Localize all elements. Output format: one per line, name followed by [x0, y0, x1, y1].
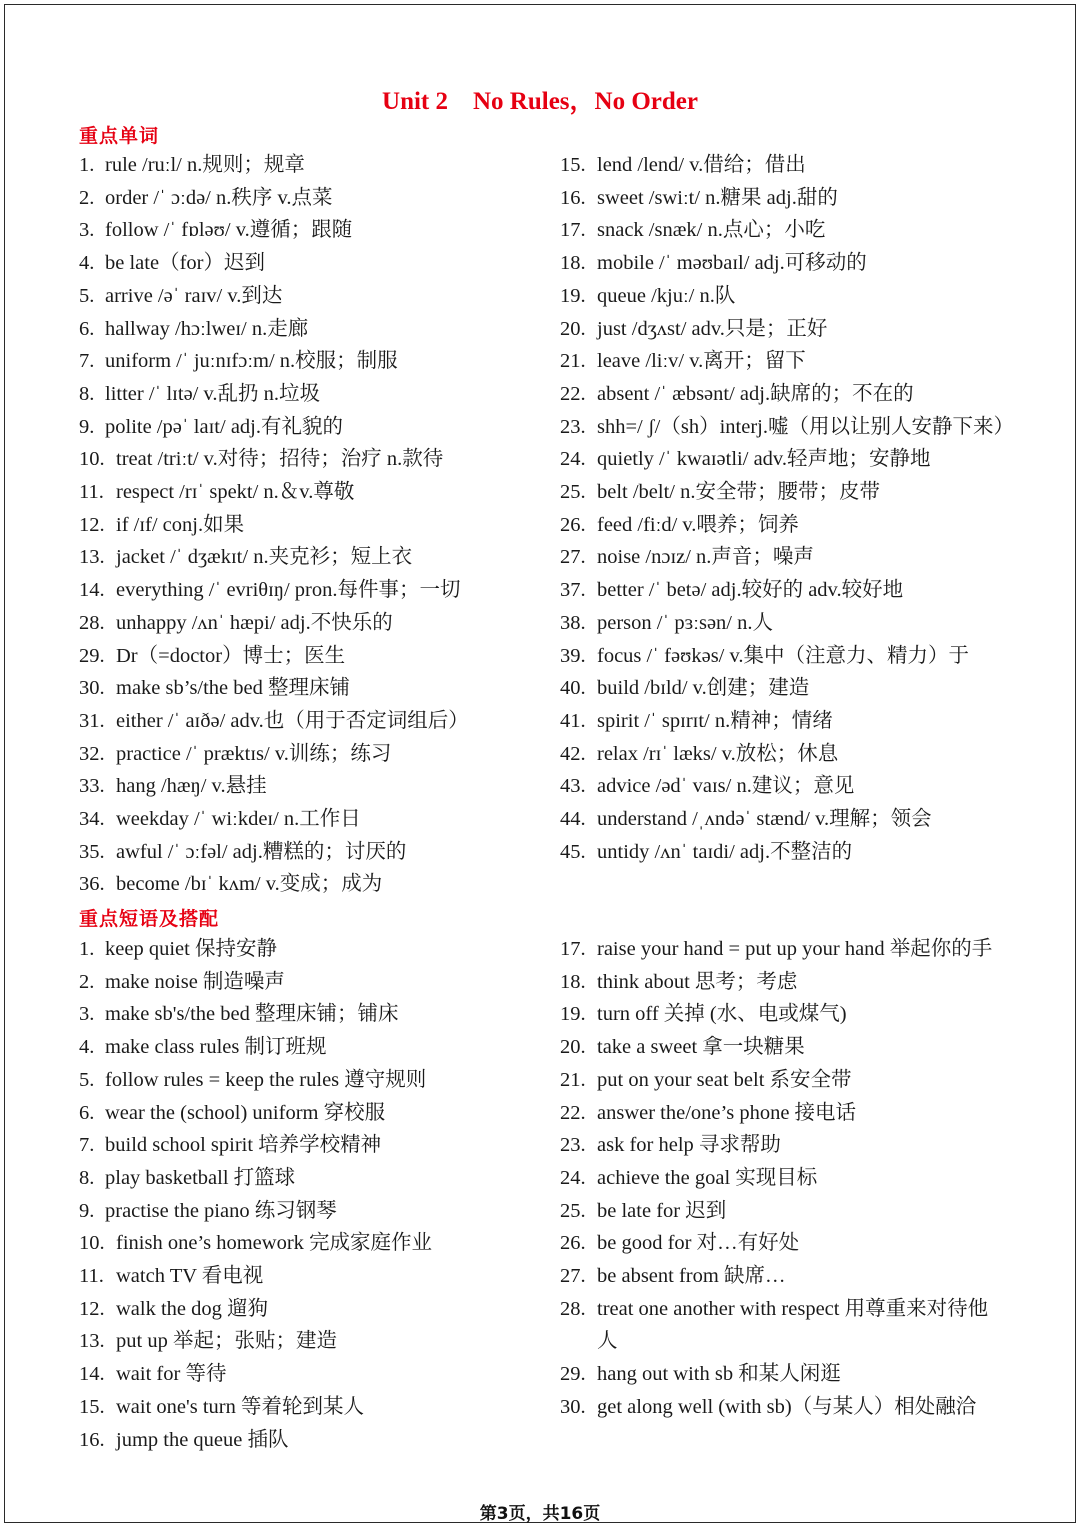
document-page [4, 4, 1076, 1523]
item-text: Dr（=doctor）博士；医生 [116, 644, 346, 667]
vocab-list-left [79, 149, 549, 901]
item-text: treat /triːt/ v.对待；招待；治疗 n.款待 [116, 448, 444, 471]
item-text: ask for help 寻求帮助 [597, 1134, 781, 1157]
item-text: make class rules 制订班规 [105, 1036, 327, 1059]
list-item [79, 803, 549, 836]
phrase-heading: 重点短语及搭配 [79, 908, 220, 930]
list-item [560, 1162, 1005, 1195]
list-item [560, 1358, 1005, 1391]
item-text: absent /ˈ æbsənt/ adj.缺席的；不在的 [597, 382, 914, 405]
item-text: rule /ruːl/ n.规则；规章 [105, 154, 305, 176]
item-text: feed /fiːd/ v.喂养；饲养 [597, 513, 799, 536]
item-number: 8. [79, 382, 95, 405]
item-text: untidy /ʌnˈ taɪdi/ adj.不整洁的 [597, 840, 853, 863]
item-number: 6. [79, 1101, 95, 1124]
item-number: 12. [79, 513, 105, 536]
item-number: 3. [79, 219, 95, 242]
item-number: 11. [79, 1265, 104, 1288]
item-number: 38. [560, 611, 586, 634]
list-item [79, 1162, 549, 1195]
item-text: lend /lend/ v.借给；借出 [597, 154, 806, 176]
list-item [79, 378, 549, 411]
list-item [79, 868, 549, 901]
list-item [79, 933, 549, 966]
item-number: 3. [79, 1003, 95, 1026]
item-text: snack /snæk/ n.点心；小吃 [597, 219, 826, 242]
list-item [560, 182, 1005, 215]
item-text: become /bɪˈ kʌm/ v.变成；成为 [116, 873, 383, 896]
item-text: person /ˈ pɜːsən/ n.人 [597, 611, 774, 634]
list-item [560, 1129, 1005, 1162]
list-item [79, 1129, 549, 1162]
list-item [560, 476, 1005, 509]
item-number: 5. [79, 284, 95, 307]
item-number: 4. [79, 1036, 95, 1059]
list-item [79, 345, 549, 378]
list-item [560, 1227, 1005, 1260]
item-text: put up 举起；张贴；建造 [116, 1330, 337, 1353]
item-text: turn off 关掉 (水、电或煤气) [597, 1003, 847, 1026]
item-number: 11. [79, 481, 104, 504]
list-item [560, 1031, 1005, 1064]
item-number: 10. [79, 448, 105, 471]
item-number: 7. [79, 1134, 95, 1157]
item-text: follow rules = keep the rules 遵守规则 [105, 1068, 427, 1091]
item-number: 14. [79, 579, 105, 602]
item-text: wear the (school) uniform 穿校服 [105, 1101, 386, 1124]
item-text: play basketball 打篮球 [105, 1166, 296, 1189]
item-text: advice /ədˈ vaɪs/ n.建议；意见 [597, 775, 855, 798]
list-item [560, 966, 1005, 999]
item-text: build /bɪld/ v.创建；建造 [597, 677, 810, 700]
list-item [560, 607, 1005, 640]
list-item [79, 1031, 549, 1064]
item-number: 1. [79, 938, 95, 960]
item-number: 9. [79, 415, 95, 438]
list-item [79, 313, 549, 346]
item-number: 20. [560, 1036, 586, 1059]
item-text: follow /ˈ fɒləʊ/ v.遵循；跟随 [105, 219, 353, 242]
item-text: answer the/one’s phone 接电话 [597, 1101, 857, 1124]
item-number: 34. [79, 808, 105, 831]
item-text: be good for 对…有好处 [597, 1232, 800, 1255]
item-number: 14. [79, 1363, 105, 1386]
item-text: wait for 等待 [116, 1363, 227, 1386]
vocab-heading: 重点单词 [79, 125, 160, 147]
item-number: 37. [560, 579, 586, 602]
list-item [79, 214, 549, 247]
item-text: belt /belt/ n.安全带；腰带；皮带 [597, 481, 880, 504]
item-number: 27. [560, 1265, 586, 1288]
vocab-list-right [560, 149, 1014, 868]
item-text: hallway /hɔːlweɪ/ n.走廊 [105, 317, 309, 340]
list-item [79, 476, 549, 509]
item-number: 21. [560, 350, 586, 373]
list-item [79, 182, 549, 215]
item-number: 13. [79, 546, 105, 569]
item-text: unhappy /ʌnˈ hæpi/ adj.不快乐的 [116, 611, 393, 634]
list-item [560, 1097, 1005, 1130]
list-item [560, 378, 1005, 411]
list-item [560, 1064, 1005, 1097]
item-text: focus /ˈ fəʊkəs/ v.集中（注意力、精力）于 [597, 644, 970, 667]
list-item [79, 1325, 549, 1358]
item-number: 17. [560, 219, 586, 242]
item-number: 19. [560, 284, 586, 307]
item-number: 7. [79, 350, 95, 373]
item-number: 35. [79, 840, 105, 863]
item-text: build school spirit 培养学校精神 [105, 1134, 382, 1157]
item-number: 15. [560, 154, 586, 176]
item-text: either /ˈ aɪðə/ adv.也（用于否定词组后） [116, 709, 469, 732]
list-item [560, 280, 1005, 313]
item-number: 28. [79, 611, 105, 634]
item-text: mobile /ˈ məʊbaɪl/ adj.可移动的 [597, 252, 867, 275]
item-number: 16. [79, 1428, 105, 1451]
item-number: 24. [560, 448, 586, 471]
item-number: 43. [560, 775, 586, 798]
item-number: 25. [560, 1199, 586, 1222]
list-item [79, 640, 549, 673]
list-item [79, 1260, 549, 1293]
list-item [560, 672, 1005, 705]
item-number: 39. [560, 644, 586, 667]
list-item [560, 1260, 1005, 1293]
list-item [79, 1293, 549, 1326]
list-item [79, 770, 549, 803]
item-number: 15. [79, 1395, 105, 1418]
list-item [560, 214, 1005, 247]
item-number: 18. [560, 252, 586, 275]
phrase-list-right [560, 933, 1005, 1424]
item-text: walk the dog 遛狗 [116, 1297, 269, 1320]
list-item [560, 640, 1005, 673]
item-text: hang out with sb 和某人闲逛 [597, 1363, 841, 1386]
item-text: relax /rɪˈ læks/ v.放松；休息 [597, 742, 839, 765]
item-text: finish one’s homework 完成家庭作业 [116, 1232, 433, 1255]
list-item [560, 836, 1005, 869]
item-number: 8. [79, 1166, 95, 1189]
list-item [79, 509, 549, 542]
item-text: understand /ˌʌndəˈ stænd/ v.理解；领会 [597, 808, 932, 831]
unit-title: Unit 2 No Rules，No Order [382, 88, 698, 115]
item-number: 29. [79, 644, 105, 667]
item-number: 26. [560, 1232, 586, 1255]
item-text: hang /hæŋ/ v.悬挂 [116, 775, 267, 798]
list-item [79, 1064, 549, 1097]
item-number: 28. [560, 1297, 586, 1320]
list-item [79, 998, 549, 1031]
list-item [79, 1424, 549, 1457]
item-text: weekday /ˈ wiːkdeɪ/ n.工作日 [116, 808, 361, 831]
item-number: 2. [79, 970, 95, 993]
item-text: order /ˈ ɔːdə/ n.秩序 v.点菜 [105, 186, 333, 209]
list-item [79, 1195, 549, 1228]
item-text: jacket /ˈ dʒækɪt/ n.夹克衫；短上衣 [116, 546, 413, 569]
list-item [79, 280, 549, 313]
list-item [560, 149, 1005, 182]
list-item [79, 411, 549, 444]
item-text: keep quiet 保持安静 [105, 938, 277, 960]
list-item [560, 770, 1005, 803]
item-number: 33. [79, 775, 105, 798]
list-item [79, 541, 549, 574]
list-item [560, 313, 1005, 346]
item-text: make sb's/the bed 整理床铺；铺床 [105, 1003, 399, 1026]
list-item [79, 443, 549, 476]
item-text: make sb’s/the bed 整理床铺 [116, 677, 351, 700]
list-item [560, 541, 1005, 574]
list-item [79, 1391, 549, 1424]
item-number: 13. [79, 1330, 105, 1353]
item-text: awful /ˈ ɔːfəl/ adj.糟糕的；讨厌的 [116, 840, 407, 863]
item-text: if /ɪf/ conj.如果 [116, 513, 245, 536]
list-item [560, 574, 1005, 607]
item-number: 44. [560, 808, 586, 831]
list-item [560, 738, 1005, 771]
item-number: 42. [560, 742, 586, 765]
item-text: practise the piano 练习钢琴 [105, 1199, 337, 1222]
list-item [79, 705, 549, 738]
list-item [79, 1227, 549, 1260]
item-text: leave /liːv/ v.离开；留下 [597, 350, 806, 373]
item-number: 4. [79, 252, 95, 275]
item-number: 32. [79, 742, 105, 765]
item-text: make noise 制造噪声 [105, 970, 285, 993]
item-number: 5. [79, 1068, 95, 1091]
item-text: watch TV 看电视 [116, 1265, 264, 1288]
list-item [79, 149, 549, 182]
list-item [79, 247, 549, 280]
item-text: queue /kjuː/ n.队 [597, 284, 736, 307]
item-number: 23. [560, 1134, 586, 1157]
item-number: 21. [560, 1068, 586, 1091]
item-text: be late（for）迟到 [105, 252, 265, 275]
item-number: 6. [79, 317, 95, 340]
item-text: everything /ˈ evriθɪŋ/ pron.每件事；一切 [116, 579, 461, 602]
item-number: 36. [79, 873, 105, 896]
item-text: shh=/ ʃ/（sh）interj.嘘（用以让别人安静下来） [597, 415, 1014, 438]
list-item [79, 574, 549, 607]
item-number: 26. [560, 513, 586, 536]
page-footer: 第3页，共16页 [479, 1504, 601, 1524]
item-text: wait one's turn 等着轮到某人 [116, 1395, 364, 1418]
list-item [79, 1358, 549, 1391]
item-number: 2. [79, 186, 95, 209]
item-text: noise /nɔɪz/ n.声音；噪声 [597, 546, 814, 569]
item-number: 22. [560, 382, 586, 405]
item-text: put on your seat belt 系安全带 [597, 1068, 852, 1091]
item-number: 9. [79, 1199, 95, 1222]
item-number: 16. [560, 186, 586, 209]
item-number: 17. [560, 938, 586, 960]
item-number: 1. [79, 154, 95, 176]
item-text: quietly /ˈ kwaɪətli/ adv.轻声地；安静地 [597, 448, 931, 471]
item-text: be late for 迟到 [597, 1199, 727, 1222]
item-text: jump the queue 插队 [116, 1428, 289, 1451]
item-number: 25. [560, 481, 586, 504]
item-text: litter /ˈ lɪtə/ v.乱扔 n.垃圾 [105, 382, 321, 405]
item-number: 40. [560, 677, 586, 700]
item-number: 20. [560, 317, 586, 340]
list-item [79, 836, 549, 869]
item-number: 19. [560, 1003, 586, 1026]
item-text: take a sweet 拿一块糖果 [597, 1036, 805, 1059]
list-item [560, 345, 1005, 378]
item-number: 12. [79, 1297, 105, 1320]
item-text: arrive /əˈ raɪv/ v.到达 [105, 284, 283, 307]
item-text: spirit /ˈ spɪrɪt/ n.精神；情绪 [597, 709, 833, 732]
item-number: 30. [560, 1395, 586, 1418]
item-number: 45. [560, 840, 586, 863]
list-item [560, 1391, 1005, 1424]
item-text: practice /ˈ præktɪs/ v.训练；练习 [116, 742, 392, 765]
list-item [79, 672, 549, 705]
list-item [79, 966, 549, 999]
list-item [560, 998, 1005, 1031]
item-text: raise your hand = put up your hand 举起你的手 [597, 938, 993, 960]
list-item [560, 1293, 1005, 1358]
item-text: better /ˈ betə/ adj.较好的 adv.较好地 [597, 579, 904, 602]
item-number: 31. [79, 709, 105, 732]
item-number: 22. [560, 1101, 586, 1124]
phrase-list-left [79, 933, 549, 1456]
list-item [560, 933, 1005, 966]
list-item [79, 1097, 549, 1130]
item-number: 10. [79, 1232, 105, 1255]
item-number: 23. [560, 415, 586, 438]
item-text: just /dʒʌst/ adv.只是；正好 [597, 317, 828, 340]
item-text: get along well (with sb)（与某人）相处融洽 [597, 1395, 977, 1418]
item-number: 41. [560, 709, 586, 732]
item-text: sweet /swiːt/ n.糖果 adj.甜的 [597, 186, 838, 209]
list-item [560, 803, 1005, 836]
list-item [79, 738, 549, 771]
list-item [560, 705, 1005, 738]
list-item [560, 1195, 1005, 1228]
item-text: be absent from 缺席… [597, 1265, 786, 1288]
list-item [560, 443, 1005, 476]
list-item [560, 509, 1005, 542]
item-text: achieve the goal 实现目标 [597, 1166, 818, 1189]
item-text: treat one another with respect 用尊重来对待他人 [597, 1297, 989, 1353]
item-text: polite /pəˈ laɪt/ adj.有礼貌的 [105, 415, 343, 438]
item-text: respect /rɪˈ spekt/ n.＆v.尊敬 [116, 481, 355, 504]
list-item [560, 411, 1014, 444]
list-item [79, 607, 549, 640]
list-item [560, 247, 1005, 280]
item-number: 30. [79, 677, 105, 700]
item-text: uniform /ˈ juːnɪfɔːm/ n.校服；制服 [105, 350, 398, 373]
item-text: think about 思考；考虑 [597, 970, 798, 993]
item-number: 29. [560, 1363, 586, 1386]
item-number: 18. [560, 970, 586, 993]
item-number: 24. [560, 1166, 586, 1189]
item-number: 27. [560, 546, 586, 569]
